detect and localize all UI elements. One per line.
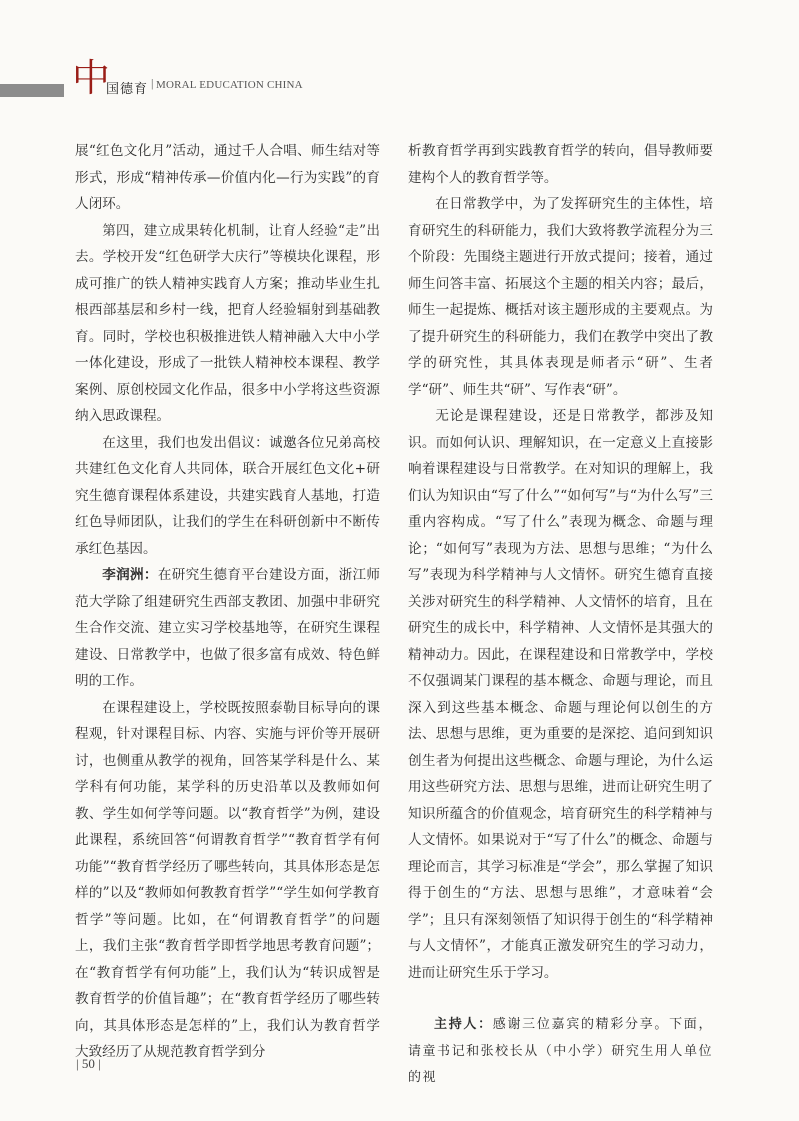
header-bar	[0, 84, 64, 97]
host-paragraph	[408, 1012, 713, 1092]
paragraph: 无论是课程建设，还是日常教学，都涉及知识。而如何认识、理解知识，在一定意义上直接影响着课程建设与日常教学。在对知识的理解上，我们认为知识由“写了什么”“如何写”与“为什么写”三重内容构成。“写了什么”表现为概念、命题与理论；“如何写”表现为方法、思想与思维；“为什么写”表现为科学精神与人文情怀。研究生德育直接关涉对研究生的科学精神、人文情怀的培育，且在研究生的成长中，科学精神、人文情怀是其强大的精神动力。因此，在课程建设和日常教学中，学校不仅强调某门课程的基本概念、命题与理论，而且深入到这些基本概念、命题与理论何以创生的方法、思想与思维，更为重要的是深挖、追问到知识创生者为何提出这些概念、命题与理论，为什么运用这些研究方法、思想与思维，进而让研究生明了知识所蕴含的价值观念，培育研究生的科学精神与人文情怀。如果说对于“写了什么”的概念、命题与理论而言，其学习标准是“学会”，那么掌握了知识得于创生的“方法、思想与思维”，才意味着“会学”；且只有深刻领悟了知识得于创生的“科学精神与人文情怀”，才能真正激发研究生的学习动力，进而让研究生乐于学习。	[408, 408, 713, 981]
paragraph: 在日常教学中，为了发挥研究生的主体性，培育研究生的科研能力，我们大致将教学流程分为三个阶段：先围绕主题进行开放式提问；接着，通过师生问答丰富、拓展这个主题的相关内容；最后，师生一起提炼、概括对该主题形成的主要观点。为了提升研究生的科研能力，我们在教学中突出了教学的研究性，其具体表现是师者示“研”、生者学“研”、师生共“研”、写作表“研”。	[408, 196, 713, 398]
logo-char: 中	[72, 56, 111, 100]
paragraph: 在课程建设上，学校既按照泰勒目标导向的课程观，针对课程目标、内容、实施与评价等开展研讨，也侧重从教学的视角，回答某学科是什么、某学科有何功能，某学科的历史沿革以及教师如何教、学生如何学等问题。以“教育哲学”为例，建设此课程，系统回答“何谓教育哲学”“教育哲学有何功能”“教育哲学经历了哪些转向，其具体形态是怎样的”以及“教师如何教教育哲学”“学生如何学教育哲学”等问题。比如，在“何谓教育哲学”的问题上，我们主张“教育哲学即哲学地思考教育问题”；在“教育哲学有何功能”上，我们认为“转识成智是教育哲学的价值旨趣”；在“教育哲学经历了哪些转向，其具体形态是怎样的”上，我们认为教育哲学大致经历了从规范教育哲学到分	[75, 699, 380, 1060]
right-column	[408, 138, 713, 1092]
left-column	[75, 138, 380, 1066]
host-speaker-name: 主持人：	[434, 1017, 493, 1032]
journal-english-title: MORAL EDUCATION CHINA	[156, 79, 303, 91]
page-number: | 50 |	[76, 1056, 101, 1071]
speaker-name: 李润洲：	[102, 567, 158, 583]
logo-subtitle: 国德育	[106, 82, 149, 97]
paragraph-text: 感谢三位嘉宾的精彩分享。下面，请童书记和张校长从（中小学）研究生用人单位的视	[408, 1017, 713, 1085]
paragraph	[75, 562, 380, 695]
paragraph: 展“红色文化月”活动，通过千人合唱、师生结对等形式，形成“精神传承—价值内化—行为实践”的育人闭环。	[75, 143, 380, 212]
paragraph: 在这里，我们也发出倡议：诚邀各位兄弟高校共建红色文化育人共同体，联合开展红色文化+研究生德育课程体系建设，共建实践育人基地，打造红色导师团队，让我们的学生在科研创新中不断传承红色基因。	[75, 434, 380, 557]
logo-separator: |	[151, 76, 154, 90]
paragraph-text: 在研究生德育平台建设方面，浙江师范大学除了组建研究生西部支教团、加强中非研究生合作交流、建立实习学校基地等，在研究生课程建设、日常教学中，也做了很多富有成效、特色鲜明的工作。	[75, 567, 380, 689]
paragraph: 析教育哲学再到实践教育哲学的转向，倡导教师要建构个人的教育哲学等。	[408, 143, 713, 186]
paragraph: 第四，建立成果转化机制，让育人经验“走”出去。学校开发“红色研学大庆行”等模块化课程，形成可推广的铁人精神实践育人方案；推动毕业生扎根西部基层和乡村一线，把育人经验辐射到基础教育。同时，学校也积极推进铁人精神融入大中小学一体化建设，形成了一批铁人精神校本课程、教学案例、原创校园文化作品，很多中小学将这些资源纳入思政课程。	[75, 222, 380, 424]
